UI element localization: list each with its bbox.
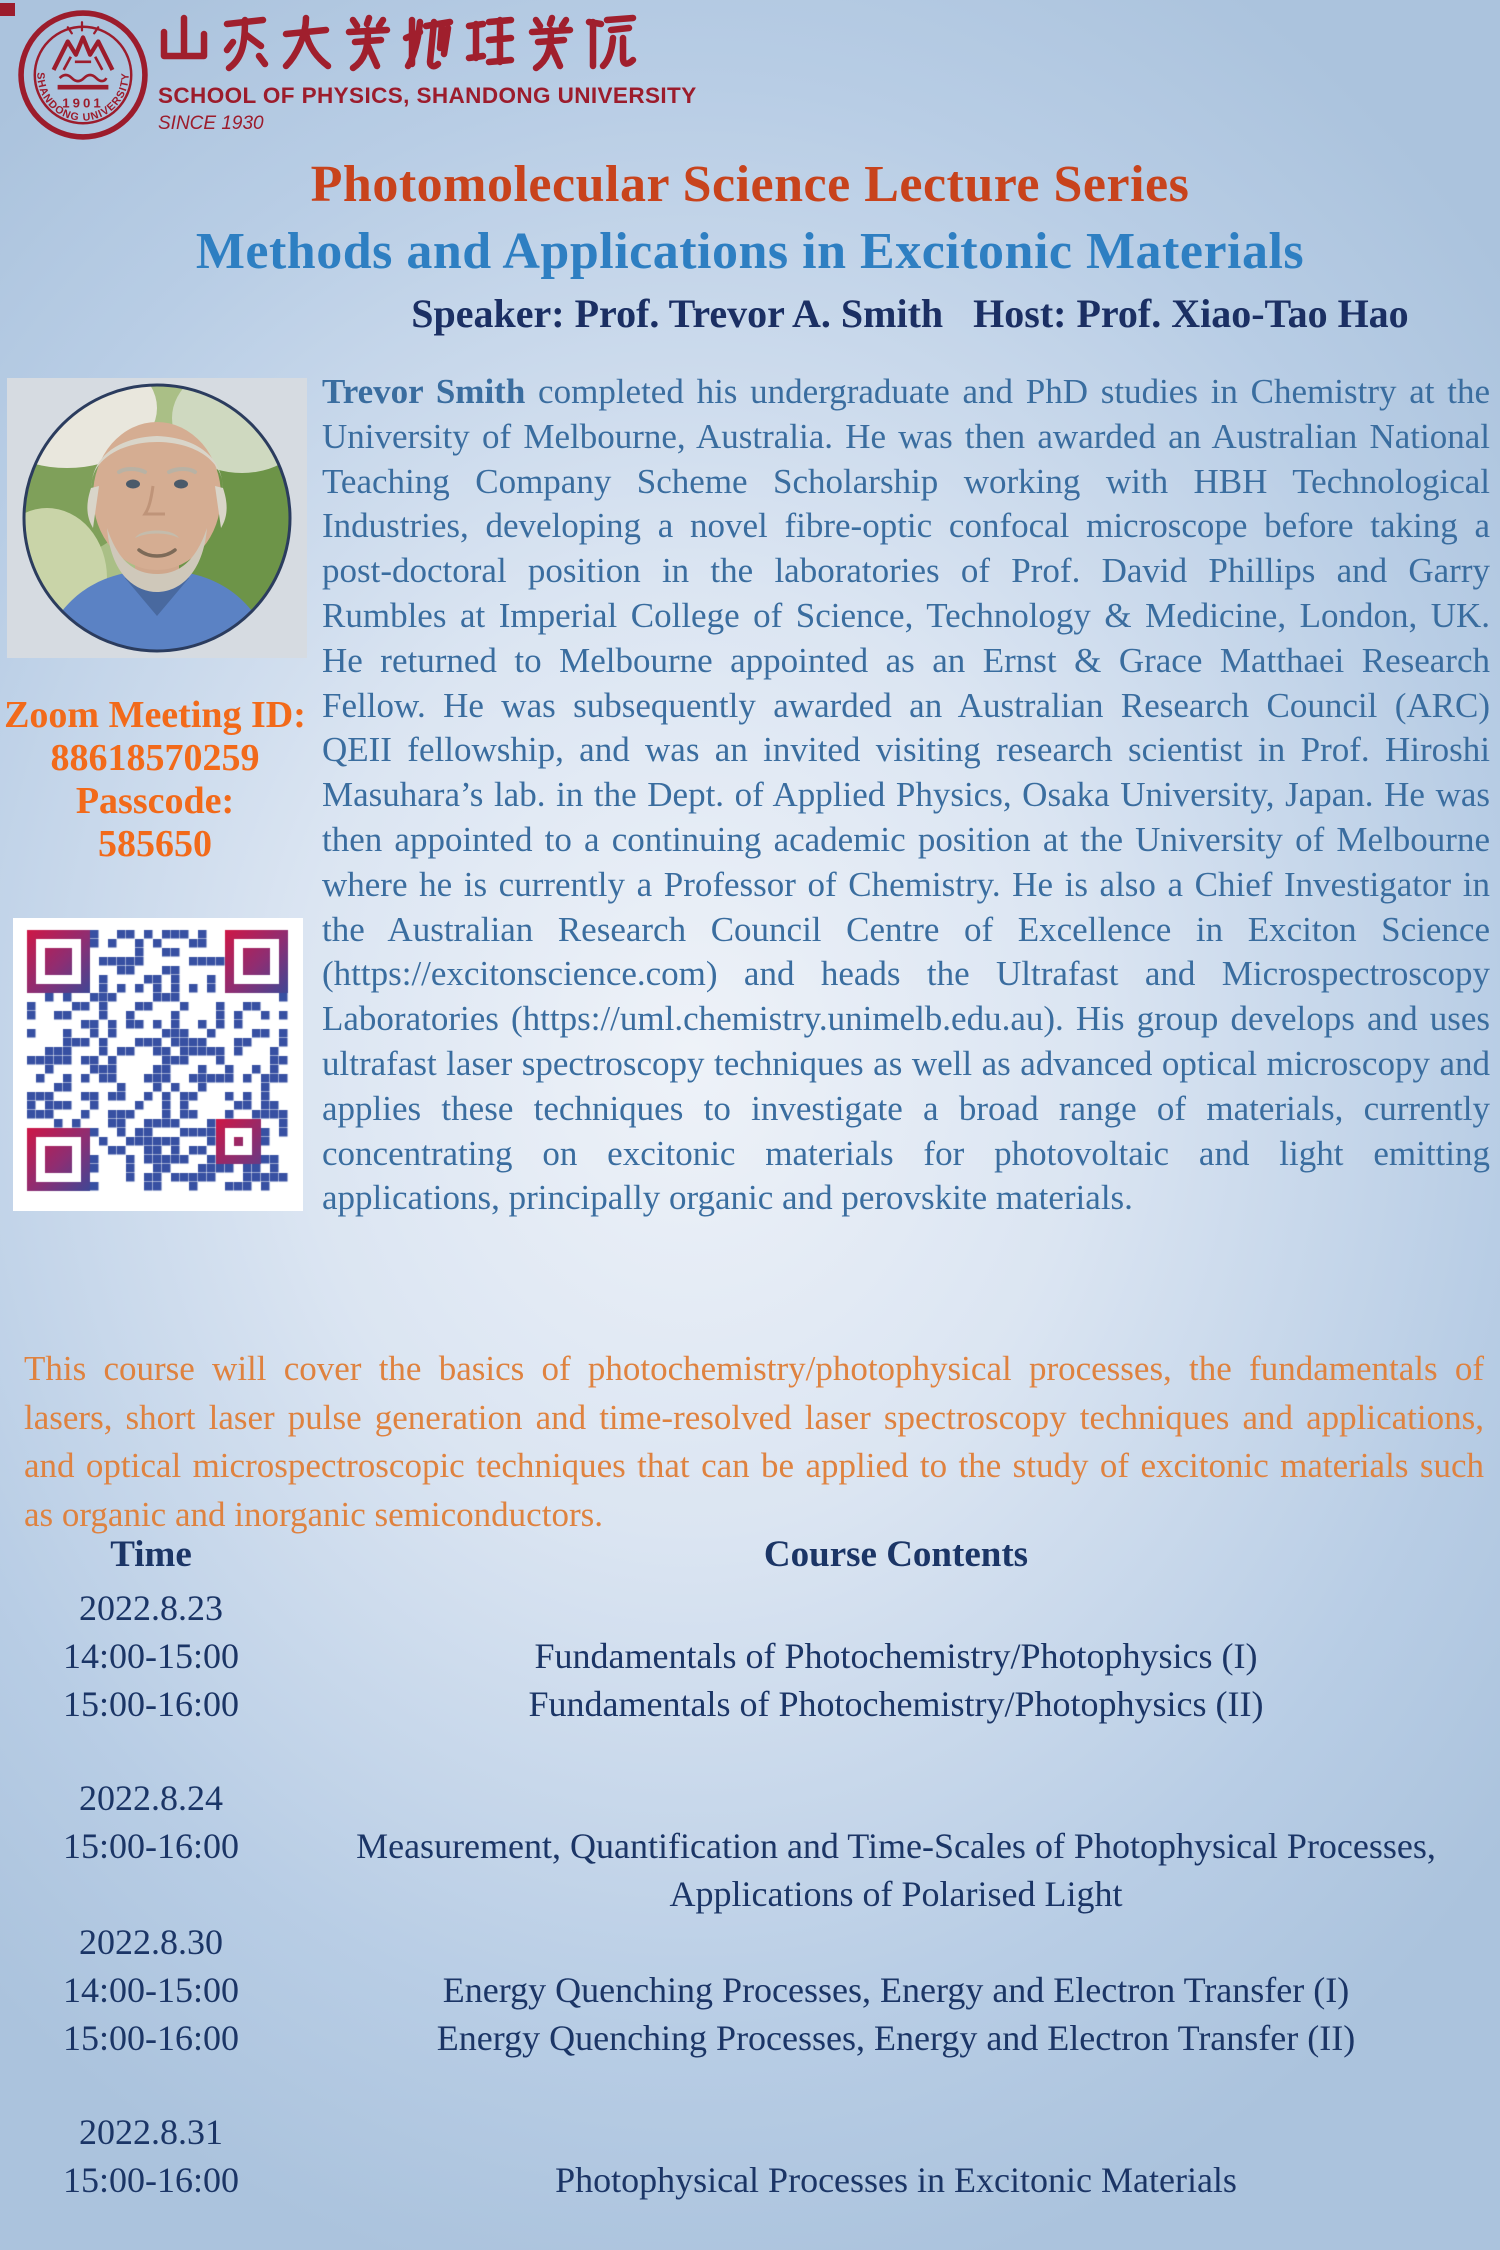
schedule-session-row (0, 1680, 1490, 1728)
session-title: Energy Quenching Processes, Energy and Electron Transfer (II) (436, 2018, 1356, 2058)
course-schedule (0, 1528, 1490, 2204)
zoom-meeting-id-value: 88618570259 (50, 737, 260, 779)
calligraphy-strokes (158, 12, 650, 76)
schedule-session-row (0, 2014, 1490, 2062)
passcode-label: Passcode: (75, 780, 235, 822)
speaker-bio (322, 370, 1490, 1221)
title-block (0, 152, 1500, 342)
schedule-date-row (0, 1918, 1490, 1966)
schedule-date-row (0, 1584, 1490, 1632)
speaker-portrait-image (7, 378, 307, 658)
session-date: 2022.8.23 (79, 1588, 223, 1628)
session-time: 15:00-16:00 (63, 1684, 239, 1724)
session-time: 14:00-15:00 (63, 1970, 239, 2010)
zoom-meeting-info (0, 694, 310, 866)
speaker-name-lead: Trevor Smith (322, 372, 526, 411)
school-name-en: SCHOOL OF PHYSICS, SHANDONG UNIVERSITY (158, 83, 697, 108)
session-title: Measurement, Quantification and Time-Scales of Photophysical Processes, Applications of Polarised Light (356, 1826, 1436, 1914)
qr-code (15, 918, 301, 1207)
passcode-value: 585650 (98, 823, 212, 865)
schedule-header-row (0, 1528, 1490, 1582)
schedule-date-row (0, 1774, 1490, 1822)
seal-ring-text: SHANDONG UNIVERSITY (34, 72, 132, 124)
session-time: 15:00-16:00 (63, 1826, 239, 1866)
seal-year: 1901 (62, 95, 104, 111)
time-column-header: Time (110, 1534, 192, 1575)
session-time: 15:00-16:00 (63, 2160, 239, 2200)
university-seal-logo (17, 9, 149, 141)
left-column (0, 370, 310, 1211)
schedule-date-row (0, 2108, 1490, 2156)
speaker-photo (7, 378, 307, 658)
main-content (0, 370, 1500, 1221)
session-title: Fundamentals of Photochemistry/Photophysics (I) (534, 1636, 1258, 1676)
session-date: 2022.8.24 (79, 1778, 223, 1818)
speaker-host-line: Speaker: Prof. Trevor A. Smith Host: Prof. Xiao-Tao Hao (411, 291, 1409, 336)
course-contents-header: Course Contents (763, 1534, 1029, 1575)
session-date: 2022.8.31 (79, 2112, 223, 2152)
session-title: Fundamentals of Photochemistry/Photophysics (II) (528, 1684, 1264, 1724)
session-date: 2022.8.30 (79, 1922, 223, 1962)
schedule-session-row (0, 1966, 1490, 2014)
since-1930-label: SINCE 1930 (158, 113, 264, 134)
course-description: This course will cover the basics of photochemistry/photophysical processes, the fundamentals of lasers, short laser pulse generation and time-resolved laser spectroscopy techniques and applications, and optical microspectroscopic techniques that can be applied to the study of excitonic materials such as organic and inorganic semiconductors. (24, 1349, 1484, 1534)
session-time: 14:00-15:00 (63, 1636, 239, 1676)
qr-code-box (13, 918, 303, 1211)
zoom-meeting-id-label: Zoom Meeting ID: (4, 694, 306, 736)
schedule-spacer (0, 1728, 1490, 1774)
schedule-session-row (0, 1632, 1490, 1680)
lecture-series-title: Photomolecular Science Lecture Series (310, 156, 1190, 213)
lecture-subtitle: Methods and Applications in Excitonic Materials (195, 223, 1305, 280)
university-name-cn (158, 12, 697, 76)
speaker-bio-text: completed his undergraduate and PhD studies in Chemistry at the University of Melbourne, Australia. He was then awarded an Australian National Teaching Company Scheme Scholarship working with HBH Technological Industries, developing a novel fibre-optic confocal microscope before taking a post-doctoral position in the laboratories of Prof. David Phillips and Garry Rumbles at Imperial College of Science, Technology & Medicine, London, UK. He returned to Melbourne appointed as an Ernst & Grace Matthaei Research Fellow. He was subsequently awarded an Australian Research Council (ARC) QEII fellowship, and was an invited visiting research scientist in Prof. Hiroshi Masuhara’s lab. in the Dept. of Applied Physics, Osaka University, Japan. He was then appointed to a continuing academic position at the University of Melbourne where he is currently a Professor of Chemistry. He is also a Chief Investigator in the Australian Research Council Centre of Excellence in Exciton Science (https://excitonscience.com) and heads the Ultrafast and Microspectroscopy Laboratories (https://uml.chemistry.unimelb.edu.au). His group develops and uses ultrafast laser spectroscopy techniques as well as advanced optical microscopy and applies these techniques to investigate a broad range of materials, currently concentrating on excitonic materials for photovoltaic and light emitting applications, principally organic and perovskite materials. (322, 372, 1491, 1218)
session-title: Photophysical Processes in Excitonic Materials (555, 2160, 1237, 2200)
header-brand (0, 0, 1500, 158)
schedule-session-row (0, 1822, 1490, 1918)
schedule-session-row (0, 2156, 1490, 2204)
brand-text (158, 12, 697, 135)
session-time: 15:00-16:00 (63, 2018, 239, 2058)
session-title: Energy Quenching Processes, Energy and Electron Transfer (I) (442, 1970, 1350, 2010)
schedule-spacer (0, 2062, 1490, 2108)
